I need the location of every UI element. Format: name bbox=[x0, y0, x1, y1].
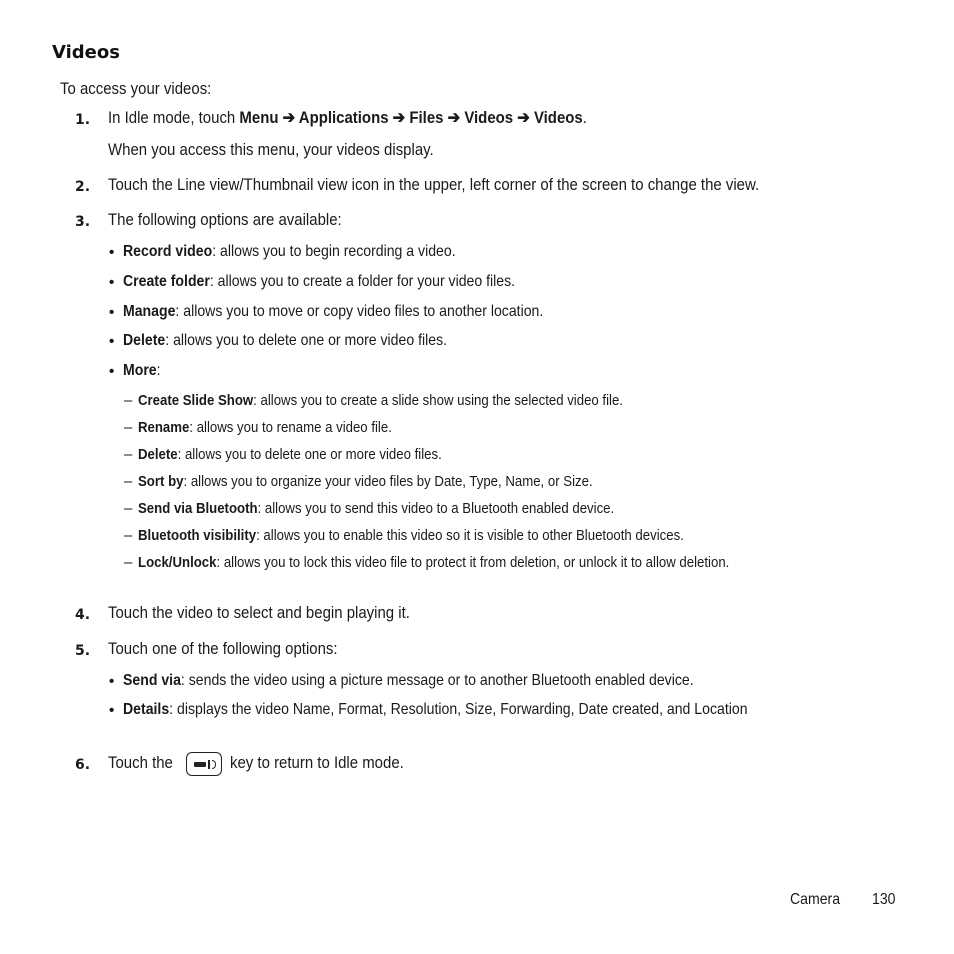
page-title: Videos bbox=[52, 42, 120, 63]
step-2-text: Touch the Line view/Thumbnail view icon in the upper, left corner of the screen to change the view. bbox=[108, 175, 760, 194]
step-3-text: The following options are available: bbox=[108, 210, 342, 229]
footer-section: Camera bbox=[790, 891, 841, 908]
dash: – bbox=[124, 500, 133, 517]
step-6-number: 6. bbox=[75, 757, 91, 773]
option-more: More: bbox=[123, 362, 161, 379]
key-arc bbox=[212, 760, 216, 769]
bullet-dot: • bbox=[109, 363, 115, 380]
more-lock-unlock: Lock/Unlock: allows you to lock this video file to protect it from deletion, or unlock it to allow deletion. bbox=[138, 554, 730, 571]
step-2-number: 2. bbox=[75, 179, 91, 195]
step-1-number: 1. bbox=[75, 112, 91, 128]
key-line bbox=[208, 760, 210, 769]
dash: – bbox=[124, 419, 133, 436]
bullet-dot: • bbox=[109, 333, 115, 350]
key-bar bbox=[194, 762, 206, 767]
dash: – bbox=[124, 527, 133, 544]
step-4-number: 4. bbox=[75, 607, 91, 623]
option-record-video: Record video: allows you to begin recording a video. bbox=[123, 243, 456, 260]
option-delete: Delete: allows you to delete one or more video files. bbox=[123, 332, 448, 349]
end-key-icon bbox=[186, 752, 222, 776]
more-bluetooth-visibility: Bluetooth visibility: allows you to enable this video so it is visible to other Bluetooth devices. bbox=[138, 527, 684, 544]
bullet-dot: • bbox=[109, 702, 115, 719]
step-3-number: 3. bbox=[75, 214, 91, 230]
more-rename: Rename: allows you to rename a video file. bbox=[138, 419, 392, 436]
bullet-dot: • bbox=[109, 244, 115, 261]
step-4-text: Touch the video to select and begin playing it. bbox=[108, 603, 410, 622]
more-sort-by: Sort by: allows you to organize your video files by Date, Type, Name, or Size. bbox=[138, 473, 593, 490]
page-number: 130 bbox=[872, 891, 896, 908]
step-1-note: When you access this menu, your videos display. bbox=[108, 140, 434, 159]
more-send-via-bluetooth: Send via Bluetooth: allows you to send this video to a Bluetooth enabled device. bbox=[138, 500, 615, 517]
menu-path: Menu ➔ Applications ➔ Files ➔ Videos ➔ Videos bbox=[239, 108, 583, 127]
dash: – bbox=[124, 392, 133, 409]
intro-text: To access your videos: bbox=[60, 79, 212, 98]
dash: – bbox=[124, 446, 133, 463]
more-delete: Delete: allows you to delete one or more video files. bbox=[138, 446, 442, 463]
step-6-text-pre: Touch the bbox=[108, 753, 173, 772]
option-send-via: Send via: sends the video using a picture message or to another Bluetooth enabled device. bbox=[123, 672, 694, 689]
step-5-number: 5. bbox=[75, 643, 91, 659]
option-manage: Manage: allows you to move or copy video files to another location. bbox=[123, 303, 544, 320]
bullet-dot: • bbox=[109, 274, 115, 291]
dash: – bbox=[124, 473, 133, 490]
more-create-slide-show: Create Slide Show: allows you to create a slide show using the selected video file. bbox=[138, 392, 623, 409]
step-5-text: Touch one of the following options: bbox=[108, 639, 338, 658]
step-6-text-post: key to return to Idle mode. bbox=[230, 753, 404, 772]
step-1-text: In Idle mode, touch Menu ➔ Applications ➔ Files ➔ Videos ➔ Videos. bbox=[108, 108, 587, 127]
bullet-dot: • bbox=[109, 673, 115, 690]
option-details: Details: displays the video Name, Format, Resolution, Size, Forwarding, Date created, and Location bbox=[123, 701, 748, 718]
dash: – bbox=[124, 554, 133, 571]
bullet-dot: • bbox=[109, 304, 115, 321]
option-create-folder: Create folder: allows you to create a folder for your video files. bbox=[123, 273, 516, 290]
